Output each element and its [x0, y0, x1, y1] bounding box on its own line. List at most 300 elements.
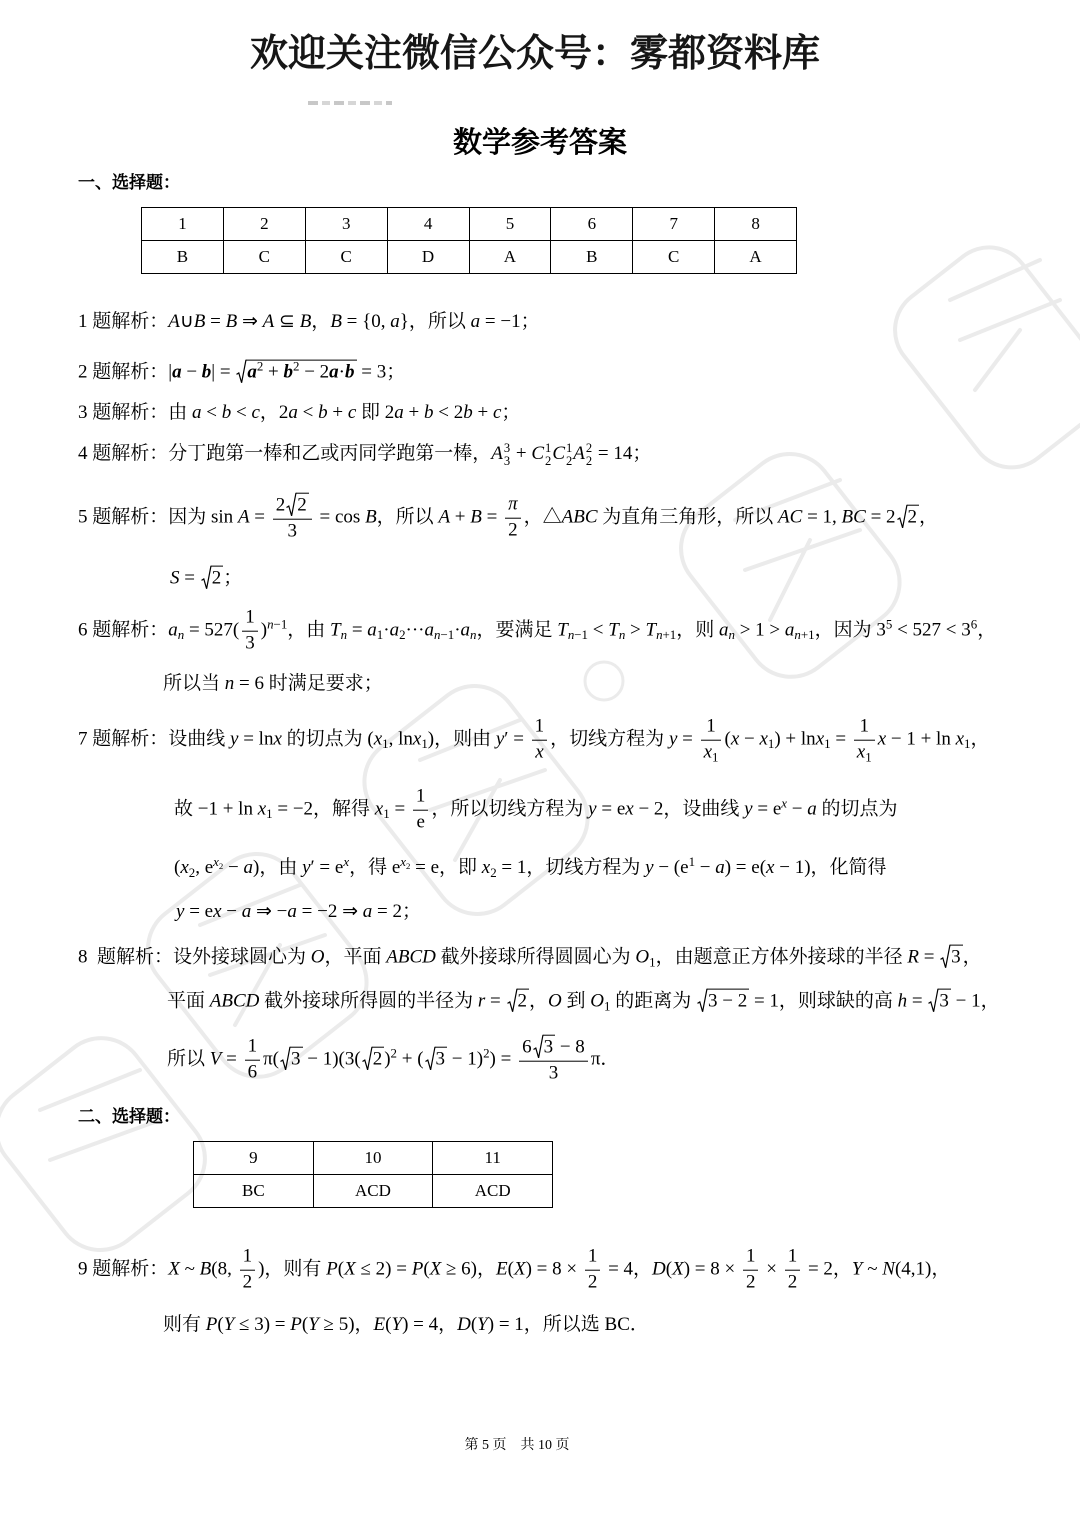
radicand: [435, 1046, 448, 1070]
math-variable: B: [330, 311, 342, 333]
subscript: 1: [604, 998, 611, 1014]
text-run: ⇒ −: [251, 901, 288, 923]
math-variable: y: [588, 798, 597, 820]
math-variable: x: [766, 857, 775, 879]
fraction: [273, 493, 312, 544]
text-run: 7 题解析：设曲线: [78, 728, 231, 750]
solution-8-line-2: [167, 989, 1000, 1014]
subscript: 1: [865, 749, 872, 765]
sub-superscript: [504, 442, 510, 468]
text-run: 2: [242, 1271, 253, 1293]
text-run: ): [260, 619, 268, 641]
text-run: (: [423, 1258, 430, 1280]
text-run: 的切点为: [816, 798, 898, 820]
fraction-denominator: [585, 1271, 601, 1295]
text-run: 截外接球所得圆圆心为: [435, 946, 636, 968]
text-run: ×: [761, 1258, 782, 1280]
solution-6-line-1: [78, 607, 996, 656]
fraction: [743, 1246, 759, 1295]
text-run: +1: [800, 627, 815, 643]
text-run: = e: [752, 798, 782, 820]
fraction-denominator: [505, 519, 521, 543]
text-run: ，得 e: [349, 857, 401, 879]
text-run: 2: [907, 506, 918, 528]
square-root: [897, 504, 920, 528]
math-variable: a: [389, 619, 400, 641]
math-variable: y: [176, 901, 185, 923]
text-run: < 2: [433, 402, 464, 424]
math-variable: n: [177, 627, 185, 643]
text-run: ) =: [489, 1048, 517, 1070]
math-variable: b: [318, 402, 328, 424]
math-variable: B: [193, 311, 206, 333]
math-variable: a: [287, 901, 297, 923]
text-run: + (: [397, 1048, 424, 1070]
answer-table-answer-cell: A: [469, 241, 551, 274]
solution-7-line-2: [174, 786, 897, 835]
math-variable: A: [438, 506, 451, 528]
radical-sign: [280, 1046, 290, 1070]
math-variable: c: [251, 402, 260, 424]
text-run: −: [181, 361, 202, 383]
radicand: [907, 504, 920, 528]
text-run: (: [301, 1314, 309, 1336]
text-run: (4,1)，: [894, 1258, 951, 1280]
math-variable: y: [230, 728, 239, 750]
math-variable: ABCD: [386, 946, 436, 968]
text-run: ···: [405, 619, 425, 641]
radicand: [290, 1046, 303, 1070]
math-variable: x: [955, 728, 965, 750]
answer-table-answer-row: [142, 241, 797, 274]
text-run: )，由: [253, 857, 303, 879]
square-root: [362, 1046, 385, 1070]
text-run: − 1)(3(: [302, 1048, 361, 1070]
watermark-stroke: [585, 662, 623, 700]
math-variable: Y: [308, 1314, 319, 1336]
text-run: (: [724, 728, 731, 750]
radical-sign: [507, 989, 517, 1013]
text-run: −1: [574, 627, 589, 643]
subscript: 2: [490, 865, 497, 880]
text-run: 2: [508, 519, 518, 541]
subscript: 1: [824, 736, 831, 752]
fraction-denominator: [413, 811, 429, 835]
text-run: − 8: [555, 1036, 585, 1058]
math-variable: C: [531, 442, 545, 464]
math-variable: S: [170, 567, 180, 589]
text-run: +: [450, 506, 471, 528]
superscript: 1: [688, 854, 696, 870]
superscript: 2: [585, 440, 593, 455]
text-run: 2: [517, 990, 528, 1012]
subscript: 1: [767, 736, 775, 752]
text-run: = 2: [865, 506, 896, 528]
solution-3-line-1: [78, 401, 520, 425]
text-run: 故 −1 + ln: [174, 798, 258, 820]
text-run: 1: [247, 1035, 258, 1057]
fraction-numerator: [785, 1246, 801, 1271]
radical-sign: [928, 989, 938, 1013]
text-run: 1: [745, 1245, 756, 1267]
text-run: = 1,: [802, 506, 842, 528]
math-variable: h: [897, 990, 908, 1012]
math-variable: n: [567, 627, 575, 643]
text-run: 3: [543, 1036, 554, 1058]
text-run: ，所以: [376, 506, 439, 528]
math-variable: a: [719, 619, 729, 641]
text-run: >: [625, 619, 646, 641]
square-root: [507, 989, 530, 1013]
text-run: 2: [275, 494, 286, 516]
text-run: 1: [859, 715, 869, 737]
fraction-numerator: [242, 607, 258, 632]
math-vector: b: [201, 361, 212, 383]
subscript: [794, 627, 814, 642]
fraction-numerator: [505, 494, 521, 519]
math-variable: B: [299, 311, 312, 333]
answer-table-answer-cell: C: [305, 241, 387, 274]
math-variable: B: [199, 1258, 212, 1280]
text-run: +: [263, 361, 284, 383]
text-run: 6 题解析：: [78, 619, 169, 641]
math-vector: b: [283, 361, 293, 383]
answer-table-two: [193, 1141, 553, 1208]
radicand: [543, 1035, 556, 1059]
superscript: 5: [885, 616, 893, 632]
math-variable: Y: [851, 1258, 863, 1280]
math-variable: x: [180, 857, 189, 879]
text-run: +1: [662, 627, 677, 643]
math-variable: a: [460, 619, 471, 641]
text-run: − 1，: [950, 990, 1000, 1012]
text-run: 3: [245, 632, 255, 654]
text-run: (: [385, 1314, 392, 1336]
math-variable: O: [548, 990, 562, 1012]
answer-table-number-cell: 5: [469, 208, 551, 241]
text-run: 3: [548, 1062, 559, 1084]
answer-table-number-row: [194, 1142, 553, 1175]
answer-table-answer-cell: B: [551, 241, 633, 274]
math-variable: X: [513, 1258, 526, 1280]
fraction-denominator: [240, 1271, 256, 1295]
text-run: = e，即: [410, 857, 482, 879]
text-run: ，: [919, 506, 939, 528]
text-run: −: [739, 728, 760, 750]
square-root: [533, 1035, 556, 1059]
text-run: −: [221, 901, 242, 923]
text-run: 6: [247, 1061, 258, 1083]
math-variable: x: [730, 728, 740, 750]
math-variable: E: [496, 1258, 508, 1280]
text-run: =: [221, 1048, 242, 1070]
math-variable: x: [400, 854, 406, 870]
superscript: 2: [293, 358, 300, 374]
text-run: − 1): [447, 1048, 484, 1070]
text-run: 2: [587, 1271, 598, 1293]
text-run: 2: [297, 494, 307, 516]
superscript: 6: [970, 616, 978, 632]
text-run: |: [168, 361, 173, 383]
text-run: − 2，设曲线: [633, 798, 745, 820]
math-variable: c: [492, 402, 502, 424]
subscript: 1: [712, 749, 719, 765]
text-run: ·: [383, 619, 390, 641]
math-vector: a: [172, 361, 182, 383]
math-variable: n: [340, 627, 348, 643]
math-variable: P: [205, 1314, 218, 1336]
math-variable: x: [213, 901, 222, 923]
text-run: ) = 8 ×: [683, 1258, 740, 1280]
text-run: −: [787, 798, 808, 820]
answer-table-answer-cell: A: [715, 241, 797, 274]
square-root: [928, 989, 951, 1013]
text-run: 2: [787, 1271, 798, 1293]
math-variable: x: [535, 741, 544, 763]
text-run: ，由: [287, 619, 331, 641]
fraction-numerator: [240, 1246, 256, 1271]
answer-table-answer-row: [194, 1175, 553, 1208]
text-run: ，要满足: [476, 619, 558, 641]
math-variable: x: [856, 741, 866, 763]
superscript: 2: [483, 1045, 490, 1061]
math-vector: a: [329, 361, 339, 383]
math-variable: x: [412, 728, 422, 750]
subscript: 1: [382, 736, 389, 752]
text-run: = −1；: [480, 311, 540, 333]
subscript: 1: [649, 954, 656, 970]
answer-table-answer-cell: D: [387, 241, 469, 274]
text-run: (: [174, 857, 181, 879]
radicand: [938, 989, 951, 1013]
math-variable: ABCD: [209, 990, 260, 1012]
math-variable: b: [221, 402, 232, 424]
answer-table-number-cell: 8: [715, 208, 797, 241]
math-variable: x: [703, 741, 713, 763]
math-variable: E: [373, 1314, 386, 1336]
superscript: 1: [566, 440, 573, 455]
text-run: ′ = e: [310, 857, 344, 879]
text-run: ≤ 3) =: [234, 1314, 291, 1336]
superscript: 2: [390, 1045, 397, 1061]
text-run: 所以当: [163, 673, 225, 695]
subscript: 2: [399, 627, 406, 643]
solution-7-line-3: [174, 856, 887, 880]
math-variable: x: [877, 728, 887, 750]
math-variable: x: [257, 798, 267, 820]
text-run: =: [389, 798, 410, 820]
text-run: = 527(: [184, 619, 240, 641]
answer-table-answer-cell: ACD: [433, 1175, 553, 1208]
text-run: (: [217, 1314, 224, 1336]
text-run: ，平面: [324, 946, 387, 968]
sub-superscript: [566, 442, 572, 468]
square-root: [940, 945, 963, 969]
math-variable: n: [267, 616, 274, 632]
text-run: ，: [977, 619, 997, 641]
fraction-numerator: [245, 1036, 261, 1061]
text-run: ，: [311, 311, 331, 333]
text-run: , e: [195, 857, 214, 879]
text-run: ≤ 2) =: [355, 1258, 412, 1280]
text-run: 6: [522, 1036, 532, 1058]
page-number: 第 5 页 共 10 页: [464, 1438, 570, 1453]
text-run: = 14；: [593, 442, 652, 464]
answer-table-answer-cell: BC: [194, 1175, 314, 1208]
text-run: 1: [706, 715, 716, 737]
text-run: +: [327, 402, 348, 424]
fraction-denominator: [273, 520, 312, 544]
math-variable: X: [429, 1258, 442, 1280]
fraction-numerator: [273, 493, 312, 520]
fraction: [240, 1246, 256, 1295]
text-run: ·: [338, 361, 345, 383]
text-run: 3: [435, 1048, 446, 1070]
text-run: = 1，则球缺的高: [749, 990, 898, 1012]
text-run: = e: [184, 901, 214, 923]
subscript: 2: [405, 860, 411, 871]
answer-table-number-cell: 7: [633, 208, 715, 241]
math-variable: V: [209, 1048, 222, 1070]
text-run: = 2，: [803, 1258, 852, 1280]
text-run: ) + ln: [774, 728, 816, 750]
text-run: =: [205, 311, 226, 333]
superscript: [213, 854, 223, 869]
radicand: [517, 989, 530, 1013]
math-variable: P: [411, 1258, 424, 1280]
text-run: −: [223, 857, 244, 879]
text-run: ·: [454, 619, 461, 641]
math-variable: P: [326, 1258, 338, 1280]
answer-table-number-cell: 3: [305, 208, 387, 241]
math-variable: π: [508, 493, 518, 515]
subscript: 2: [545, 454, 552, 469]
answer-table-answer-cell: ACD: [313, 1175, 433, 1208]
text-run: ，: [962, 946, 982, 968]
text-run: 2 题解析：: [78, 361, 169, 383]
radical-sign: [286, 493, 296, 517]
solution-9-line-2: [163, 1313, 649, 1337]
text-run: 则有: [163, 1314, 206, 1336]
subscript: 2: [188, 865, 196, 880]
text-run: }，所以: [399, 311, 471, 333]
text-run: 1: [787, 1245, 798, 1267]
text-run: −: [695, 857, 716, 879]
math-vector: b: [345, 361, 355, 383]
radicand: [707, 989, 749, 1013]
square-root: [280, 1046, 303, 1070]
math-variable: a: [362, 901, 373, 923]
radicand: [246, 360, 356, 384]
section-two-heading: 二、选择题：: [78, 1107, 180, 1126]
text-run: , ln: [388, 728, 413, 750]
math-variable: n: [434, 627, 441, 643]
fraction: [532, 716, 548, 765]
text-run: ；: [501, 402, 521, 424]
text-run: 1: [245, 606, 255, 628]
math-variable: P: [290, 1314, 302, 1336]
radicand: [296, 493, 309, 517]
fraction: [701, 716, 722, 765]
fraction-denominator: [743, 1271, 759, 1295]
fraction: [785, 1246, 801, 1295]
subscript: 1: [383, 806, 390, 822]
subscript: [434, 627, 454, 642]
fraction-denominator: [245, 1061, 261, 1085]
math-variable: O: [635, 946, 650, 968]
text-run: = ln: [238, 728, 274, 750]
text-run: π．: [590, 1048, 620, 1070]
math-variable: T: [608, 619, 619, 641]
text-run: ；: [223, 567, 243, 589]
answer-table-number-cell: 1: [142, 208, 224, 241]
text-run: <: [201, 402, 222, 424]
solution-7-line-1: [78, 716, 990, 765]
scan-artifact: [308, 101, 392, 105]
section-one-heading: 一、选择题：: [78, 173, 180, 192]
fraction: [854, 716, 875, 765]
text-run: ，△: [523, 506, 562, 528]
math-variable: x: [373, 728, 383, 750]
answer-table-number-cell: 10: [313, 1142, 433, 1175]
text-run: ∪: [179, 311, 194, 333]
watermark-stroke: [663, 436, 917, 694]
text-run: = −2，解得: [272, 798, 375, 820]
subscript: 2: [218, 860, 224, 871]
text-run: − 1 + ln: [886, 728, 956, 750]
text-run: ) = 8 ×: [525, 1258, 582, 1280]
radicand: [372, 1046, 385, 1070]
text-run: =: [481, 506, 503, 528]
text-run: ，所以切线方程为: [431, 798, 589, 820]
math-variable: A: [573, 442, 585, 464]
text-run: 1: [587, 1245, 598, 1267]
text-run: =: [485, 990, 506, 1012]
fraction: [519, 1035, 588, 1086]
fraction: [585, 1246, 601, 1295]
math-variable: a: [715, 857, 725, 879]
math-variable: x: [781, 795, 787, 811]
superscript: [267, 616, 287, 631]
text-run: 3: [287, 520, 298, 542]
radical-sign: [362, 1046, 372, 1070]
math-variable: y: [668, 728, 678, 750]
text-run: 1 题解析：: [78, 311, 169, 333]
math-variable: b: [424, 402, 434, 424]
math-variable: A: [237, 506, 250, 528]
math-variable: T: [645, 619, 657, 641]
text-run: =: [249, 506, 270, 528]
text-run: 3 − 2: [707, 990, 748, 1012]
text-run: = 3；: [356, 361, 406, 383]
math-variable: y: [495, 728, 505, 750]
fraction-denominator: [532, 741, 548, 765]
text-run: 4 题解析：分丁跑第一棒和乙或丙同学跑第一棒，: [78, 442, 492, 464]
text-run: 的距离为: [610, 990, 696, 1012]
math-variable: a: [367, 619, 377, 641]
fraction-numerator: [519, 1035, 588, 1062]
math-variable: y: [302, 857, 311, 879]
answer-table-number-cell: 4: [387, 208, 469, 241]
text-run: (: [665, 1258, 673, 1280]
math-variable: x: [273, 728, 282, 750]
text-run: 1: [242, 1245, 253, 1267]
text-run: 8 题解析：设外接球圆心为: [78, 946, 311, 968]
text-run: 3: [291, 1048, 301, 1070]
math-variable: ABC: [561, 506, 598, 528]
solution-1-line-1: [78, 310, 540, 334]
text-run: (8,: [211, 1258, 237, 1280]
